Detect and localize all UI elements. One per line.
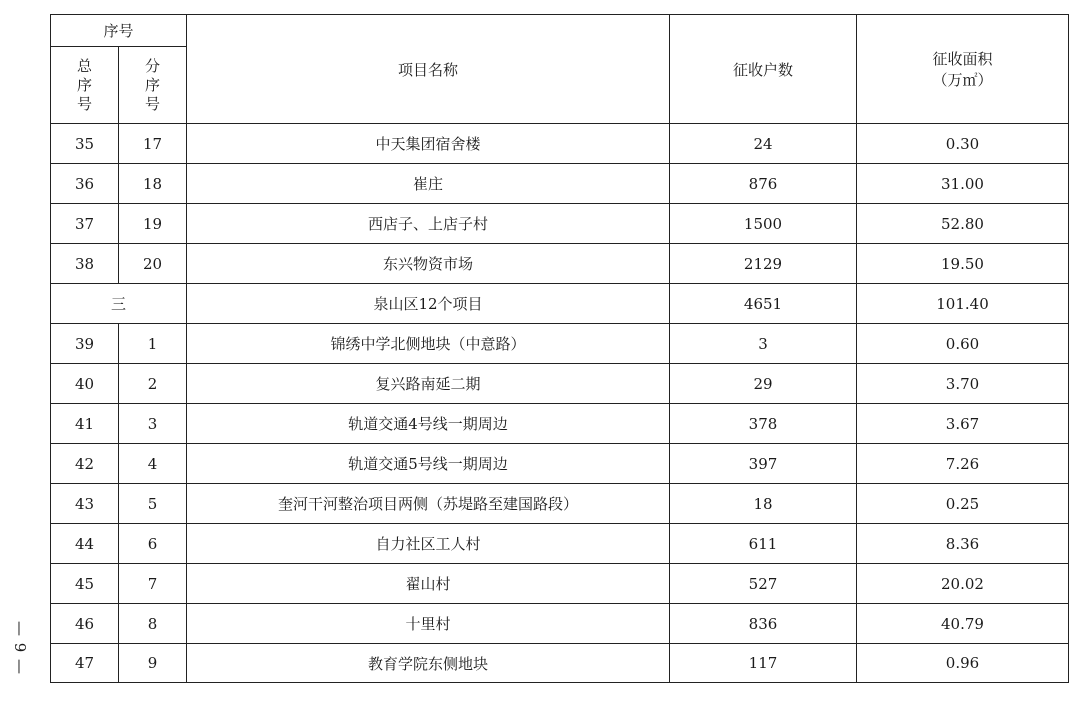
table-row (51, 324, 1069, 364)
cell-total-seq: 46 (51, 604, 119, 644)
cell-households: 29 (670, 364, 857, 404)
cell-sub-seq: 5 (119, 484, 187, 524)
cell-area: 3.67 (857, 404, 1069, 444)
header-area (857, 15, 1069, 124)
cell-area: 0.30 (857, 124, 1069, 164)
cell-total-seq: 36 (51, 164, 119, 204)
cell-households: 611 (670, 524, 857, 564)
cell-project-name: 自力社区工人村 (187, 524, 670, 564)
cell-sub-seq: 1 (119, 324, 187, 364)
expropriation-table (50, 14, 1069, 683)
table-row (51, 244, 1069, 284)
cell-project-name: 十里村 (187, 604, 670, 644)
cell-households: 117 (670, 644, 857, 683)
cell-sub-seq: 17 (119, 124, 187, 164)
cell-area: 19.50 (857, 244, 1069, 284)
cell-households: 836 (670, 604, 857, 644)
cell-sub-seq: 3 (119, 404, 187, 444)
table-row (51, 644, 1069, 683)
cell-total-seq: 38 (51, 244, 119, 284)
table-row (51, 204, 1069, 244)
cell-households: 527 (670, 564, 857, 604)
header-households: 征收户数 (670, 15, 857, 124)
cell-households: 24 (670, 124, 857, 164)
cell-project-name: 复兴路南延二期 (187, 364, 670, 404)
cell-project-name: 崔庄 (187, 164, 670, 204)
cell-project-name: 西店子、上店子村 (187, 204, 670, 244)
cell-project-name: 轨道交通4号线一期周边 (187, 404, 670, 444)
cell-total-seq: 37 (51, 204, 119, 244)
cell-area: 40.79 (857, 604, 1069, 644)
cell-project-name: 锦绣中学北侧地块（中意路） (187, 324, 670, 364)
cell-sub-seq: 18 (119, 164, 187, 204)
section-households: 4651 (670, 284, 857, 324)
cell-project-name: 翟山村 (187, 564, 670, 604)
cell-project-name: 轨道交通5号线一期周边 (187, 444, 670, 484)
section-area: 101.40 (857, 284, 1069, 324)
cell-area: 52.80 (857, 204, 1069, 244)
cell-households: 1500 (670, 204, 857, 244)
cell-households: 876 (670, 164, 857, 204)
section-row (51, 284, 1069, 324)
table-row (51, 444, 1069, 484)
cell-total-seq: 43 (51, 484, 119, 524)
table-row (51, 164, 1069, 204)
cell-households: 18 (670, 484, 857, 524)
cell-total-seq: 39 (51, 324, 119, 364)
table-row (51, 124, 1069, 164)
table-row (51, 484, 1069, 524)
section-name: 泉山区12个项目 (187, 284, 670, 324)
table-row (51, 364, 1069, 404)
cell-project-name: 东兴物资市场 (187, 244, 670, 284)
header-area-line1: 征收面积 (932, 50, 993, 68)
cell-sub-seq: 20 (119, 244, 187, 284)
header-total-seq: 总序号 (51, 47, 119, 124)
cell-area: 31.00 (857, 164, 1069, 204)
table-row (51, 564, 1069, 604)
cell-area: 7.26 (857, 444, 1069, 484)
cell-total-seq: 42 (51, 444, 119, 484)
table-row (51, 604, 1069, 644)
cell-total-seq: 45 (51, 564, 119, 604)
cell-sub-seq: 2 (119, 364, 187, 404)
cell-households: 3 (670, 324, 857, 364)
cell-total-seq: 47 (51, 644, 119, 683)
cell-area: 0.96 (857, 644, 1069, 683)
cell-households: 378 (670, 404, 857, 444)
cell-area: 8.36 (857, 524, 1069, 564)
section-label: 三 (51, 284, 187, 324)
header-area-line2: （万㎡） (932, 71, 993, 89)
cell-project-name: 奎河干河整治项目两侧（苏堤路至建国路段） (187, 484, 670, 524)
cell-area: 0.25 (857, 484, 1069, 524)
header-project-name: 项目名称 (187, 15, 670, 124)
cell-area: 3.70 (857, 364, 1069, 404)
cell-project-name: 教育学院东侧地块 (187, 644, 670, 683)
cell-households: 2129 (670, 244, 857, 284)
cell-sub-seq: 19 (119, 204, 187, 244)
cell-total-seq: 41 (51, 404, 119, 444)
cell-sub-seq: 6 (119, 524, 187, 564)
table-row (51, 404, 1069, 444)
cell-area: 20.02 (857, 564, 1069, 604)
cell-sub-seq: 7 (119, 564, 187, 604)
cell-sub-seq: 8 (119, 604, 187, 644)
table-row (51, 524, 1069, 564)
cell-sub-seq: 4 (119, 444, 187, 484)
header-seq: 序号 (51, 15, 187, 47)
cell-sub-seq: 9 (119, 644, 187, 683)
header-row-top (51, 15, 1069, 47)
cell-total-seq: 44 (51, 524, 119, 564)
cell-total-seq: 35 (51, 124, 119, 164)
cell-households: 397 (670, 444, 857, 484)
cell-total-seq: 40 (51, 364, 119, 404)
cell-area: 0.60 (857, 324, 1069, 364)
cell-project-name: 中天集团宿舍楼 (187, 124, 670, 164)
page-number: — 9 — (11, 620, 29, 676)
header-sub-seq: 分序号 (119, 47, 187, 124)
